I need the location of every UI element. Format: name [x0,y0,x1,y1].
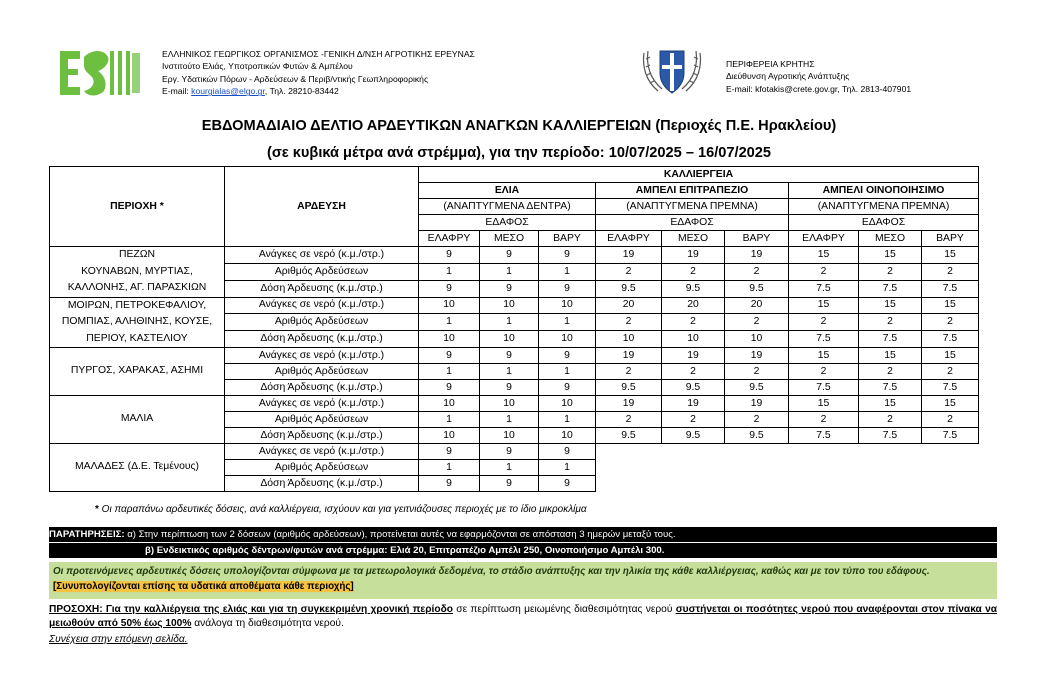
value-cell: 1 [419,263,480,280]
value-cell: 19 [662,247,725,264]
value-cell: 1 [539,412,596,428]
value-cell: 19 [725,348,789,364]
value-cell: 9 [419,348,480,364]
continuation-note: Συνέχεια στην επόμενη σελίδα. [49,634,188,645]
value-cell: 9.5 [662,280,725,297]
directorate-name: Διεύθυνση Αγροτικής Ανάπτυξης [726,71,850,82]
observations-label: ΠΑΡΑΤΗΡΗΣΕΙΣ: [49,529,125,540]
value-cell: 19 [596,348,662,364]
value-cell: 2 [662,412,725,428]
value-cell: 15 [859,297,922,314]
value-cell: 7.5 [859,331,922,348]
email-link[interactable]: kourgialas@elgo.gr [191,86,265,97]
header-right-text [726,58,911,95]
value-cell: 1 [539,263,596,280]
header-region: ΠΕΡΙΟΧΗ * [50,167,225,247]
value-cell: 2 [859,364,922,380]
value-cell: 9 [480,444,539,460]
value-cell: 9.5 [725,380,789,396]
value-cell: 9 [419,280,480,297]
value-cell: 1 [539,314,596,331]
value-cell: 1 [480,412,539,428]
irrigation-label: Αριθμός Αρδεύσεων [225,263,419,280]
footnote [95,504,587,515]
irrigation-label: Ανάγκες σε νερό (κ.μ./στρ.) [225,247,419,264]
org-name: ΕΛΛΗΝΙΚΟΣ ΓΕΩΡΓΙΚΟΣ ΟΡΓΑΝΙΣΜΟΣ -ΓΕΝΙΚΗ Δ/ΝΣΗ ΑΓΡΟΤΙΚΗΣ ΕΡΕΥΝΑΣ [162,49,475,59]
irrigation-label: Αριθμός Αρδεύσεων [225,460,419,476]
header-irrigation: ΑΡΔΕΥΣΗ [225,167,419,247]
value-cell: 10 [539,428,596,444]
elgo-logo [58,43,142,99]
irrigation-label: Αριθμός Αρδεύσεων [225,314,419,331]
value-cell: 9 [539,380,596,396]
empty-cell [596,460,979,476]
crop-name-0: ΕΛΙΑ [419,183,596,199]
value-cell: 9 [419,476,480,492]
value-cell: 9.5 [725,280,789,297]
greek-emblem-logo [638,43,706,99]
value-cell: 1 [480,314,539,331]
value-cell: 7.5 [859,380,922,396]
soil-type: ΕΛΑΦΡΥ [596,231,662,247]
value-cell: 7.5 [789,428,859,444]
observation-b-text: β) Ενδεικτικός αριθμός δέντρων/φυτών ανά στρέμμα: Ελιά 20, Επιτραπέζιο Αμπέλι 250, Οινοποιήσιμο Αμπέλι 300. [145,545,665,556]
value-cell: 15 [922,247,979,264]
irrigation-label: Ανάγκες σε νερό (κ.μ./στρ.) [225,396,419,412]
region-name-line: ΠΕΖΩΝ [118,249,156,260]
soil-type: ΜΕΣΟ [662,231,725,247]
value-cell: 10 [480,331,539,348]
value-cell: 9.5 [596,280,662,297]
value-cell: 10 [419,331,480,348]
value-cell: 7.5 [922,428,979,444]
value-cell: 9 [480,280,539,297]
region-name-line: ΜΑΛΙΑ [120,413,154,425]
value-cell: 1 [480,460,539,476]
region-name-line: ΚΑΛΛΟΝΗΣ, ΑΓ. ΠΑΡΑΣΚΙΩΝ [67,282,207,293]
value-cell: 2 [922,314,979,331]
value-cell: 2 [662,364,725,380]
institute-name: Ινστιτούτο Ελιάς, Υποτροπικών Φυτών & Αμπέλου [162,61,353,72]
value-cell: 9 [419,444,480,460]
soil-type: ΕΛΑΦΡΥ [789,231,859,247]
region-name-line: ΚΟΥΝΑΒΩΝ, ΜΥΡΤΙΑΣ, [81,265,193,277]
value-cell: 9 [539,444,596,460]
soil-type: ΜΕΣΟ [859,231,922,247]
value-cell: 7.5 [859,428,922,444]
table-row [50,247,979,264]
soil-type: ΒΑΡΥ [922,231,979,247]
value-cell: 19 [596,396,662,412]
irrigation-label: Ανάγκες σε νερό (κ.μ./στρ.) [225,297,419,314]
value-cell: 10 [725,331,789,348]
irrigation-label: Ανάγκες σε νερό (κ.μ./στρ.) [225,444,419,460]
value-cell: 2 [596,364,662,380]
value-cell: 1 [419,460,480,476]
crop-sub-1: (ΑΝΑΠΤΥΓΜΕΝΑ ΠΡΕΜΝΑ) [596,199,789,215]
region-name [50,444,225,492]
value-cell: 2 [662,314,725,331]
value-cell: 2 [596,314,662,331]
region-name-line: ΠΟΜΠΙΑΣ, ΑΛΗΘΙΝΗΣ, ΚΟΥΣΕ, [61,316,213,327]
attention-recommendation: συστήνεται οι ποσότητες νερού που αναφέρονται στον πίνακα να μειωθούν από 50% έως 100% [49,604,998,629]
value-cell: 9 [419,380,480,396]
value-cell: 2 [789,364,859,380]
value-cell: 7.5 [922,331,979,348]
value-cell: 2 [922,364,979,380]
crop-sub-2: (ΑΝΑΠΤΥΓΜΕΝΑ ΠΡΕΜΝΑ) [789,199,979,215]
value-cell: 2 [789,263,859,280]
value-cell: 2 [725,412,789,428]
value-cell: 15 [789,297,859,314]
value-cell: 2 [725,314,789,331]
value-cell: 19 [662,396,725,412]
value-cell: 20 [662,297,725,314]
methodology-text: Οι προτεινόμενες αρδευτικές δόσεις υπολογίζονται σύμφωνα με τα μετεωρολογικά δεδομένα, το στάδιο ανάπτυξης και την ηλικία της κάθε καλλιέργειας, καθώς και με τον τύπο του εδάφους. [53,566,930,577]
page-subtitle: (σε κυβικά μέτρα ανά στρέμμα), για την περίοδο: 10/07/2025 – 16/07/2025 [266,145,772,161]
value-cell: 2 [922,412,979,428]
soil-type: ΒΑΡΥ [539,231,596,247]
header-row-1 [50,167,979,183]
page-title: ΕΒΔΟΜΑΔΙΑΙΟ ΔΕΛΤΙΟ ΑΡΔΕΥΤΙΚΩΝ ΑΝΑΓΚΩΝ ΚΑΛΛΙΕΡΓΕΙΩΝ (Περιοχές Π.Ε. Ηρακλείου) [201,118,837,134]
value-cell: 9.5 [662,380,725,396]
value-cell: 2 [922,263,979,280]
region-name: ΠΕΡΙΦΕΡΕΙΑ ΚΡΗΤΗΣ [726,59,815,69]
value-cell: 10 [480,297,539,314]
value-cell: 9 [539,280,596,297]
crop-sub-0: (ΑΝΑΠΤΥΓΜΕΝΑ ΔΕΝΤΡΑ) [419,199,596,215]
value-cell: 1 [539,460,596,476]
value-cell: 9 [480,380,539,396]
value-cell: 9 [419,247,480,264]
value-cell: 9.5 [725,428,789,444]
value-cell: 9.5 [662,428,725,444]
value-cell: 1 [419,364,480,380]
value-cell: 10 [419,428,480,444]
value-cell: 2 [859,314,922,331]
value-cell: 15 [859,247,922,264]
value-cell: 10 [539,297,596,314]
region-name [50,396,225,444]
irrigation-table [49,166,979,492]
footnote-text: Οι παραπάνω αρδευτικές δόσεις, ανά καλλιέργεια, ισχύουν και για γειτνιάζουσες περιοχές με το ίδιο μικροκλίμα [98,504,587,515]
contact-line-right: E-mail: kfotakis@crete.gov.gr, Τηλ. 2813-407901 [726,83,912,94]
value-cell: 9 [539,247,596,264]
value-cell: 1 [480,364,539,380]
attention-paragraph [49,603,997,631]
irrigation-label: Αριθμός Αρδεύσεων [225,412,419,428]
value-cell: 1 [419,314,480,331]
header-left-text [162,48,475,98]
value-cell: 2 [789,314,859,331]
lab-name: Εργ. Υδατικών Πόρων - Αρδεύσεων & Περιβ/ντικής Γεωπληροφορικής [162,73,429,84]
empty-cell [596,476,979,492]
value-cell: 10 [480,428,539,444]
value-cell: 10 [480,396,539,412]
email-prefix: E-mail: [162,86,192,97]
attention-text-1: σε περίπτωση μειωμένης διαθεσιμότητας νερού [453,604,676,615]
observation-a [49,527,997,542]
soil-type: ΕΛΑΦΡΥ [419,231,480,247]
value-cell: 15 [859,348,922,364]
attention-heading: ΠΡΟΣΟΧΗ: Για την καλλιέργεια της ελιάς και για τη συγκεκριμένη χρονική περίοδο [49,604,454,615]
value-cell: 10 [419,396,480,412]
value-cell: 7.5 [922,280,979,297]
value-cell: 10 [539,331,596,348]
value-cell: 19 [725,247,789,264]
value-cell: 2 [725,263,789,280]
value-cell: 2 [662,263,725,280]
irrigation-label: Δόση Άρδευσης (κ.μ./στρ.) [225,476,419,492]
soil-label-2: ΕΔΑΦΟΣ [789,215,979,231]
empty-cell [596,444,979,460]
region-name-line: ΜΟΙΡΩΝ, ΠΕΤΡΟΚΕΦΑΛΙΟΥ, [67,299,207,311]
region-name-line: ΠΥΡΓΟΣ, ΧΑΡΑΚΑΣ, ΑΣΗΜΙ [70,365,204,377]
observation-a-text: α) Στην περίπτωση των 2 δόσεων (αριθμός αρδεύσεων), προτείνεται αυτές να εφαρμόζονται σε απόσταση 3 ημερών μεταξύ τους. [124,529,676,540]
value-cell: 7.5 [789,380,859,396]
value-cell: 9 [480,476,539,492]
value-cell: 9 [480,247,539,264]
value-cell: 9.5 [596,428,662,444]
attention-text-2: ανάλογα τη διαθεσιμότητα νερού. [191,618,344,629]
footnote-star: * [95,504,99,515]
value-cell: 10 [662,331,725,348]
region-name-line: ΠΕΡΙΟΥ, ΚΑΣΤΕΛΙΟΥ [86,332,188,344]
value-cell: 15 [859,396,922,412]
value-cell: 20 [725,297,789,314]
crop-name-1: ΑΜΠΕΛΙ ΕΠΙΤΡΑΠΕΖΙΟ [596,183,789,199]
methodology-note [49,562,997,599]
irrigation-label: Δόση Άρδευσης (κ.μ./στρ.) [225,331,419,348]
irrigation-label: Δόση Άρδευσης (κ.μ./στρ.) [225,380,419,396]
soil-type: ΜΕΣΟ [480,231,539,247]
phone: , Τηλ. 28210-83442 [264,86,339,97]
irrigation-label: Ανάγκες σε νερό (κ.μ./στρ.) [225,348,419,364]
crop-name-2: ΑΜΠΕΛΙ ΟΙΝΟΠΟΙΗΣΙΜΟ [789,183,979,199]
value-cell: 1 [539,364,596,380]
value-cell: 9 [539,348,596,364]
soil-type: ΒΑΡΥ [725,231,789,247]
value-cell: 9 [480,348,539,364]
region-name [50,348,225,396]
table-row [50,444,979,460]
value-cell: 2 [596,412,662,428]
value-cell: 10 [596,331,662,348]
reserves-highlight: [Συνυπολογίζονται επίσης τα υδατικά αποθέματα κάθε περιοχής] [53,581,354,592]
contact-line [162,85,475,97]
soil-label-1: ΕΔΑΦΟΣ [596,215,789,231]
value-cell: 2 [859,412,922,428]
value-cell: 1 [480,263,539,280]
value-cell: 15 [922,396,979,412]
value-cell: 15 [789,396,859,412]
observation-b [49,543,997,558]
table-row [50,348,979,364]
value-cell: 2 [596,263,662,280]
value-cell: 15 [922,297,979,314]
value-cell: 9.5 [596,380,662,396]
value-cell: 2 [859,263,922,280]
value-cell: 15 [922,348,979,364]
value-cell: 2 [789,412,859,428]
region-name [50,297,225,348]
table-row [50,396,979,412]
irrigation-label: Δόση Άρδευσης (κ.μ./στρ.) [225,428,419,444]
value-cell: 15 [789,348,859,364]
value-cell: 7.5 [789,331,859,348]
value-cell: 19 [725,396,789,412]
irrigation-label: Δόση Άρδευσης (κ.μ./στρ.) [225,280,419,297]
header-crops: ΚΑΛΛΙΕΡΓΕΙΑ [419,167,979,183]
value-cell: 7.5 [789,280,859,297]
table-row [50,297,979,314]
value-cell: 20 [596,297,662,314]
value-cell: 19 [596,247,662,264]
value-cell: 9 [539,476,596,492]
value-cell: 10 [539,396,596,412]
value-cell: 2 [725,364,789,380]
region-name [50,247,225,298]
irrigation-label: Αριθμός Αρδεύσεων [225,364,419,380]
region-name-line: ΜΑΛΑΔΕΣ (Δ.Ε. Τεμένους) [74,461,200,473]
value-cell: 7.5 [922,380,979,396]
soil-label-0: ΕΔΑΦΟΣ [419,215,596,231]
value-cell: 19 [662,348,725,364]
value-cell: 10 [419,297,480,314]
value-cell: 7.5 [859,280,922,297]
value-cell: 15 [789,247,859,264]
value-cell: 1 [419,412,480,428]
